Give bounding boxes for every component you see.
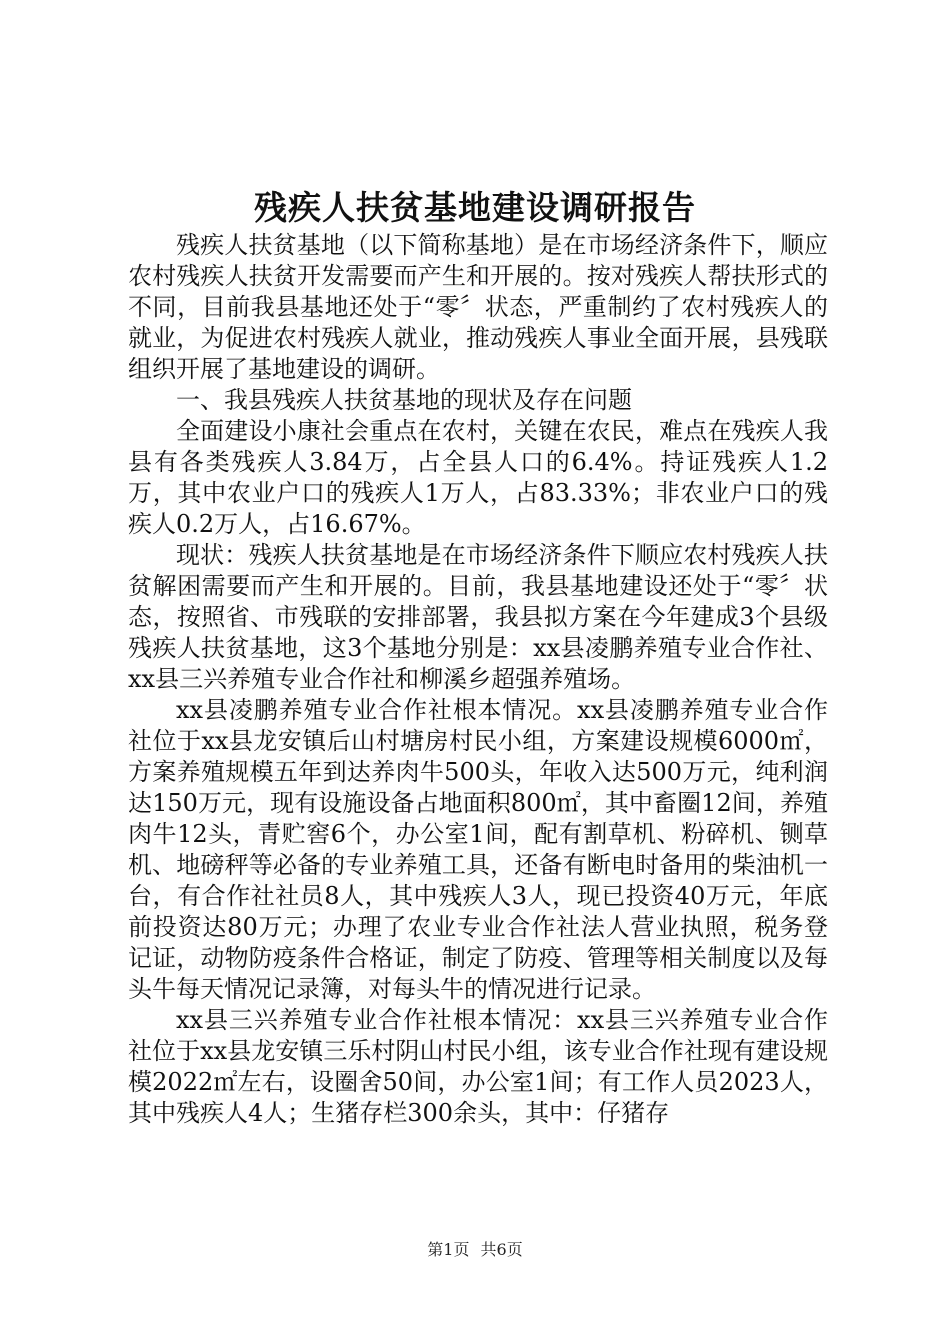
paragraph-intro: 残疾人扶贫基地（以下简称基地）是在市场经济条件下，顺应农村残疾人扶贫开发需要而产生和开展的。按对残疾人帮扶形式的不同，目前我县基地还处于“零〞状态，严重制约了农村残疾人的就业，为促进农村残疾人就业，推动残疾人事业全面开展，县残联组织开展了基地建设的调研。 — [128, 231, 828, 383]
section-heading: 一、我县残疾人扶贫基地的现状及存在问题 — [176, 386, 632, 414]
document-body — [128, 230, 828, 1129]
page-total: 共6页 — [480, 1240, 523, 1259]
paragraph-sanxing: xx县三兴养殖专业合作社根本情况：xx县三兴养殖专业合作社位于xx县龙安镇三乐村阴山村民小组，该专业合作社现有建设规模2022㎡左右，设圈舍50间，办公室1间；有工作人员2023人，其中残疾人4人；生猪存栏300余头，其中：仔猪存 — [128, 1006, 828, 1127]
page-title: 残疾人扶贫基地建设调研报告 — [254, 188, 696, 227]
page-footer — [0, 1238, 950, 1262]
paragraph-lingpeng: xx县凌鹏养殖专业合作社根本情况。xx县凌鹏养殖专业合作社位于xx县龙安镇后山村塘房村民小组，方案建设规模6000㎡，方案养殖规模五年到达养肉牛500头，年收入达500万元，纯利润达150万元，现有设施设备占地面积800㎡，其中畜圈12间，养殖肉牛12头，青贮窖6个，办公室1间，配有割草机、粉碎机、铡草机、地磅秤等必备的专业养殖工具，还备有断电时备用的柴油机一台，有合作社社员8人，其中残疾人3人，现已投资40万元，年底前投资达80万元；办理了农业专业合作社法人营业执照，税务登记证，动物防疫条件合格证，制定了防疫、管理等相关制度以及每头牛每天情况记录簿，对每头牛的情况进行记录。 — [128, 696, 828, 1003]
paragraph-statistics: 全面建设小康社会重点在农村，关键在农民，难点在残疾人我县有各类残疾人3.84万，占全县人口的6.4%。持证残疾人1.2万，其中农业户口的残疾人1万人，占83.33%；非农业户口的残疾人0.2万人，占16.67%。 — [128, 417, 828, 538]
paragraph-status: 现状：残疾人扶贫基地是在市场经济条件下顺应农村残疾人扶贫解困需要而产生和开展的。目前，我县基地建设还处于“零〞状态，按照省、市残联的安排部署，我县拟方案在今年建成3个县级残疾人扶贫基地，这3个基地分别是：xx县凌鹏养殖专业合作社、xx县三兴养殖专业合作社和柳溪乡超强养殖场。 — [128, 541, 828, 693]
page-number: 第1页 — [427, 1240, 470, 1259]
